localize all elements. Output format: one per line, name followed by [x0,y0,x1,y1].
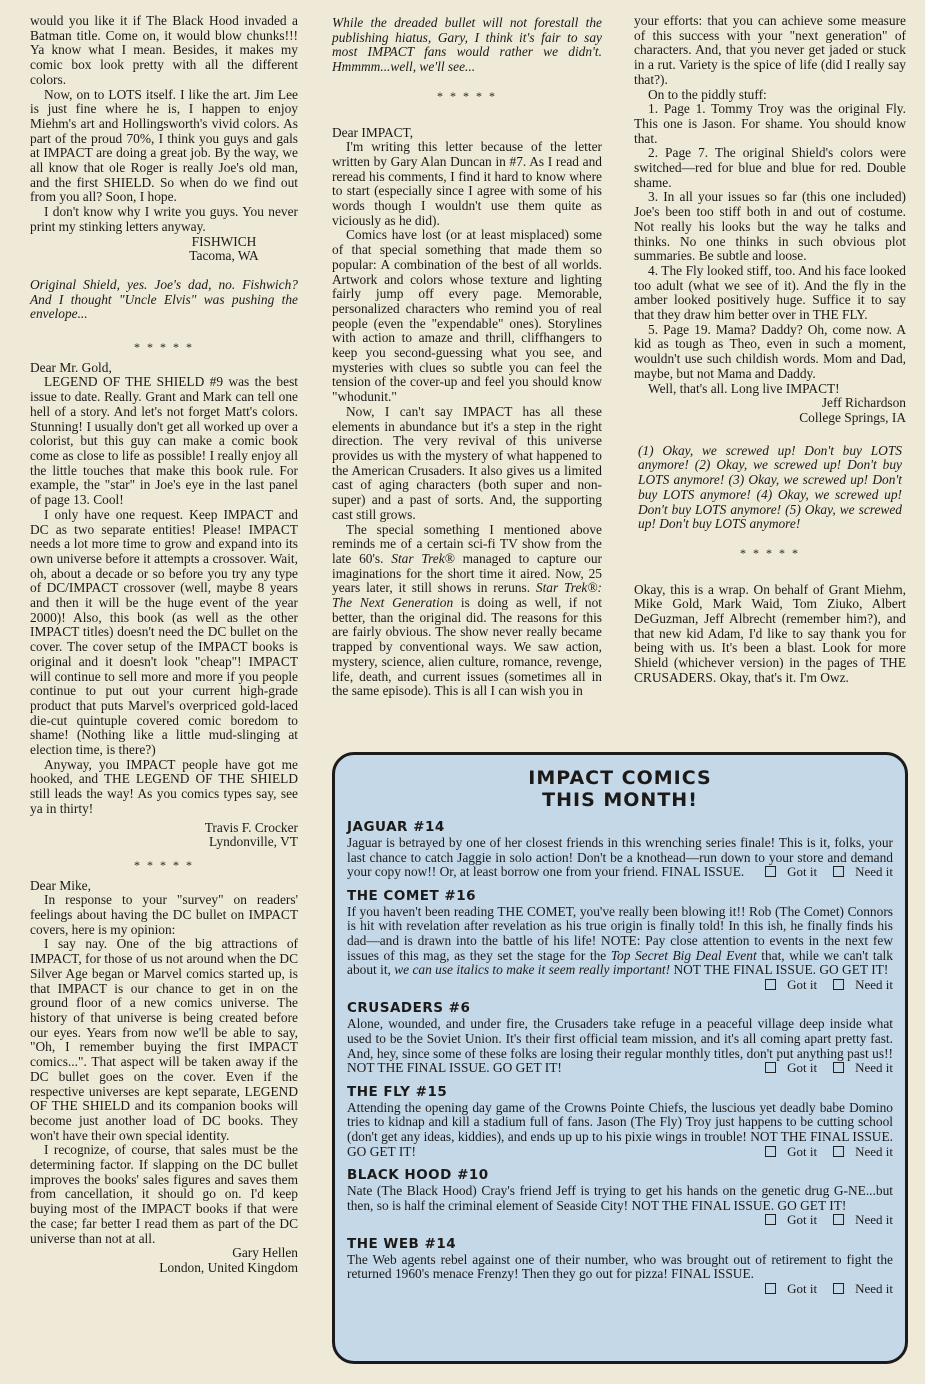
letter-salutation: Dear Mike, [30,877,91,893]
letter-paragraph: I don't know why I write you guys. You never print my stinking letters anyway. [30,204,298,234]
need-it-checkbox[interactable]: Need it [825,1060,893,1075]
letter-salutation: Dear IMPACT, [332,124,414,140]
checklist [749,865,893,880]
comic-title: CRUSADERS #6 [347,1000,471,1017]
letter-paragraph: LEGEND OF THE SHIELD #9 was the best issue to date. Really. Grant and Mark can tell one hell of a story. And let's not forget Matt's colors. Stunning! I usually don't get all worked up over a colorist, but this guy can make a comic book come as close to life as possible! I really enjoy all the little touches that make this book rule. For example, the "star" in Joe's eye in the last panel of page 13. Cool! [30,374,298,508]
letter-paragraph: Now, I can't say IMPACT has all these elements in abundance but it's a step in the right direction. The very revival of this universe provides us with the mystery of what happened to the American Crusaders. It also gives us a limited cast of aging characters (both super and non-super) and a past of sorts. And, the supporting cast still grows. [332,403,602,522]
checkbox-icon [765,1283,776,1294]
need-it-checkbox[interactable]: Need it [825,864,893,879]
comic-listing-web [347,1236,893,1297]
checkbox-icon [765,979,776,990]
checkbox-icon [833,1146,844,1157]
section-divider: * * * * * [740,545,800,560]
comic-title: JAGUAR #14 [347,819,445,835]
editor-reply: Original Shield, yes. Joe's dad, no. Fishwich? And I thought "Uncle Elvis" was pushing the envelope... [30,276,298,322]
checkbox-icon [765,866,776,877]
need-it-checkbox[interactable]: Need it [825,1144,893,1159]
comic-description: Nate (The Black Hood) Cray's friend Jeff is trying to get his hands on the genetic drug G-NE...but then, so is half the criminal element of Seaside City! NOT THE FINAL ISSUE. GO GET IT! Got it Need it [347,1183,893,1228]
comic-description: Attending the opening day game of the Crowns Pointe Chiefs, the luscious yet deadly babe Domino tries to kidnap and kill a stadium full of fans. Jason (The Fly) Troy just happens to be cutting school (don't get any ideas, kiddies), and ends up up to his pixie wings in trouble! NOT THE FINAL ISSUE. GO GET IT! Got it Need it [347,1099,893,1159]
closing-paragraph: Okay, this is a wrap. On behalf of Grant Miehm, Mike Gold, Mark Waid, Tom Ziuko, Albert DeGuzman, Jeff Albrecht (remember him?), and that new kid Adam, I'd like to say thank you for being with us. It's been a blast. Look for more Shield (whichever version) in the pages of THE CRUSADERS. Okay, that's it. I'm Owz. [634,581,906,685]
letter-paragraph: I say nay. One of the big attractions of IMPACT, for those of us not around when the DC Silver Age began or Marvel comics started up, is that IMPACT is our chance to get in on the ground floor of a new comics universe. The history of that universe is being created before our eyes. Years from now we'll be able to say, "Oh, I remember buying the first IMPACT comics...". That aspect will be taken away if the DC bullet goes on the cover. Even if the respective universes are kept separate, LEGEND OF THE SHIELD and its companion books will become just another load of DC books. They won't have their own special identity. [30,936,298,1143]
comic-title: THE FLY #15 [347,1083,448,1100]
letter-paragraph: Well, that's all. Long live IMPACT! [648,380,840,396]
signature-name: Gary Hellen [232,1245,298,1261]
comic-listing-black-hood [347,1167,893,1228]
checklist [749,1145,893,1160]
checkbox-icon [765,1214,776,1225]
letters-column-3 [634,14,906,686]
need-it-checkbox[interactable]: Need it [825,977,893,992]
got-it-checkbox[interactable]: Got it [757,977,817,992]
box-title: IMPACT COMICS THIS MONTH! [528,767,712,811]
checkbox-icon [833,1283,844,1294]
comic-title: THE WEB #14 [347,1235,457,1252]
checklist [749,1213,893,1228]
need-it-checkbox[interactable]: Need it [825,1281,893,1296]
checkbox-icon [765,1146,776,1157]
letter-paragraph: I'm writing this letter because of the letter written by Gary Alan Duncan in #7. As I read and reread his comments, I find it hard to know where to start (especially since I agree with some of his words though I wouldn't use them quite as viciously as he did). [332,139,602,228]
comic-listing-jaguar [347,819,893,880]
comic-listing-comet [347,888,893,993]
section-divider: * * * * * [134,857,194,872]
checkbox-icon [765,1062,776,1073]
letter-paragraph: I recognize, of course, that sales must be the determining factor. If slapping on the DC bullet improves the books' sales figures and saves them from cancellation, it should go on. I'd keep buying most of the IMPACT books if that were the case; far better I read them as part of the DC universe than not at all. [30,1142,298,1246]
comic-listing-fly [347,1084,893,1159]
letter-salutation: Dear Mr. Gold, [30,359,112,375]
letter-paragraph: your efforts: that you can achieve some measure of this success with your "next generation" of characters. And, that you never get jaded or stuck in a rut. Variety is the spice of life (did I really say that?). [634,13,906,87]
letter-paragraph: Anyway, you IMPACT people have got me hooked, and THE LEGEND OF THE SHIELD still leads the way! As you comics types say, see ya in thirty! [30,756,298,816]
comic-listing-crusaders [347,1000,893,1075]
letter-paragraph: would you like it if The Black Hood invaded a Batman title. Come on, it would blow chunks!!! Ya know what I mean. Besides, it makes my comic box look pretty with all the different colors. [30,13,298,87]
signature-name: Travis F. Crocker [204,819,298,835]
checkbox-icon [833,1214,844,1225]
signature-place: Tacoma, WA [189,248,259,264]
letter-paragraph: 4. The Fly looked stiff, too. And his face looked too adult (what we see of it). And the fly in the amber looked positively huge. Suffice it to say that they draw him better over in THE FLY. [634,262,906,323]
comic-description: Alone, wounded, and under fire, the Crusaders take refuge in a peaceful village deep inside what used to be the Soviet Union. It's their first official team mission, and it's all coming apart pretty fast. And, hey, since some of these folks are losing their regular monthly titles, don't put anything past us!! NOT THE FINAL ISSUE. GO GET IT! Got it Need it [347,1016,893,1076]
letter-paragraph: I only have one request. Keep IMPACT and DC as two separate entities! Please! IMPACT needs a lot more time to grow and expand into its own universe before it attempts a crossover. Wait, oh, about a decade or so before you try any type of DC/IMPACT crossover (well, maybe 8 years and then it will be the huge event of the year 2000)! Also, this book (as well as the other IMPACT titles) doesn't need the DC bullet on the cover. The cover setup of the IMPACT books is original and it doesn't look "cheap"! IMPACT will continue to sell more and more if you people continue to put out your current high-grade product that puts Marvel's overpriced gold-laced die-cut quintuple covered comic boredom to shame! (Nothing like a little mud-slinging at election time, is there?) [30,506,298,758]
letter-paragraph: In response to your "survey" on readers' feelings about having the DC bullet on IMPACT covers, here is my opinion: [30,892,298,937]
comic-title: THE COMET #16 [347,887,476,904]
signature-name: FISHWICH [191,233,257,249]
letter-paragraph: 3. In all your issues so far (this one included) Joe's been too stiff both in and out of costume. Not really his looks but the way he talks and thinks. No one thinks in such obvious plot summaries. Be subtle and loose. [634,189,906,264]
checkbox-icon [833,1062,844,1073]
need-it-checkbox[interactable]: Need it [825,1212,893,1227]
impact-comics-this-month-box [332,752,908,1364]
letters-column-1 [30,14,298,1276]
letter-paragraph: 2. Page 7. The original Shield's colors were switched—red for blue and blue for red. Double shame. [634,145,906,190]
checklist [749,1061,893,1076]
signature-name: Jeff Richardson [821,395,906,411]
got-it-checkbox[interactable]: Got it [757,1144,817,1159]
got-it-checkbox[interactable]: Got it [757,1060,817,1075]
checklist [749,978,893,993]
got-it-checkbox[interactable]: Got it [757,864,817,879]
letter-paragraph: 1. Page 1. Tommy Troy was the original Fly. This one is Jason. For shame. You should know that. [634,101,906,146]
comic-description: Jaguar is betrayed by one of her closest friends in this wrenching series finale! This is it, folks, your last chance to catch Jaggie in solo action! Don't be a knothead—run down to your store and demand your copy now!! Or, at least borrow one from your friend. FINAL ISSUE. Got it Need it [347,835,893,880]
letter-paragraph: 5. Page 19. Mama? Daddy? Oh, come now. A kid as tough as Theo, even in such a moment, wouldn't use such childish words. Mom and Dad, maybe, but not Mama and Daddy. [634,321,906,381]
checklist [749,1282,893,1297]
section-divider: * * * * * [134,340,194,355]
letter-paragraph: Now, on to LOTS itself. I like the art. Jim Lee is just fine where he is, I happen to enjoy Miehm's art and Hollingsworth's vivid colors. As part of the proud 70%, I think you guys and gals at IMPACT are doing a great job. By the way, we all know that ole Roger is really Joe's old man, and the first SHIELD. So when do we find out from you all? Soon, I hope. [30,86,298,205]
letters-column-2 [332,14,602,699]
letter-paragraph: The special something I mentioned above reminds me of a certain sci-fi TV show from the late 60's. Star Trek® managed to capture our imaginations for the short time it aired. Now, 25 years later, it still shows in reruns. Star Trek®: The Next Generation is doing as well, if not better, than the original did. The reasons for this are fairly obvious. The show never really became trapped by conventional ways. We saw action, mystery, science, alien culture, romance, revenge, life, death, and current issues (sometimes all in the same episode). This is all I can wish you in [332,521,602,699]
got-it-checkbox[interactable]: Got it [757,1212,817,1227]
editor-reply: (1) Okay, we screwed up! Don't buy LOTS anymore! (2) Okay, we screwed up! Don't buy LOTS anymore! (3) Okay, we screwed up! Don't buy LOTS anymore! (4) Okay, we screwed up! Don't buy LOTS anymore! (5) Okay, we screwed up! Don't buy LOTS anymore! [638,442,902,532]
letter-paragraph: Comics have lost (or at least misplaced) some of that special something that made them so popular: A combination of the best of all worlds. Artwork and colors whose texture and lighting fairly jump off every page. Memorable, personalized characters who remind you of real people (even the "expendable" ones). Storylines with action to amaze and thrill, cliffhangers to keep you second-guessing what you see, and mysteries with clues so subtle you can feel the tension of the cover-up and feel you should know "whodunit." [332,227,602,405]
signature-place: Lyndonville, VT [208,834,298,850]
got-it-checkbox[interactable]: Got it [757,1281,817,1296]
signature-place: London, United Kingdom [159,1259,298,1275]
comic-title: BLACK HOOD #10 [347,1167,489,1184]
section-divider: * * * * * [437,88,497,103]
checkbox-icon [833,979,844,990]
letter-paragraph: On to the piddly stuff: [648,86,767,102]
checkbox-icon [833,866,844,877]
signature-place: College Springs, IA [799,409,906,425]
comic-description: The Web agents rebel against one of their number, who was brought out of retirement to fight the returned 1960's menace Frenzy! Then they go out for pizza! FINAL ISSUE. Got it Need it [347,1251,893,1297]
comic-description: If you haven't been reading THE COMET, you've really been blowing it!! Rob (The Comet) Connors is hit with revelation after revelation as his true origin is finally told! In this ish, he finally finds his dad—and is drawn into the battle of his life! NOTE: Pay close attention to events in the next few issues of this mag, as they set the stage for the Top Secret Big Deal Event that, while we can't talk about it, we can use italics to make it seem really important! NOT THE FINAL ISSUE. GO GET IT! Got it Need it [347,903,893,992]
editor-reply: While the dreaded bullet will not forestall the publishing hiatus, Gary, I think it's fair to say most IMPACT fans would rather we didn't. Hmmmm...well, we'll see... [332,15,602,75]
